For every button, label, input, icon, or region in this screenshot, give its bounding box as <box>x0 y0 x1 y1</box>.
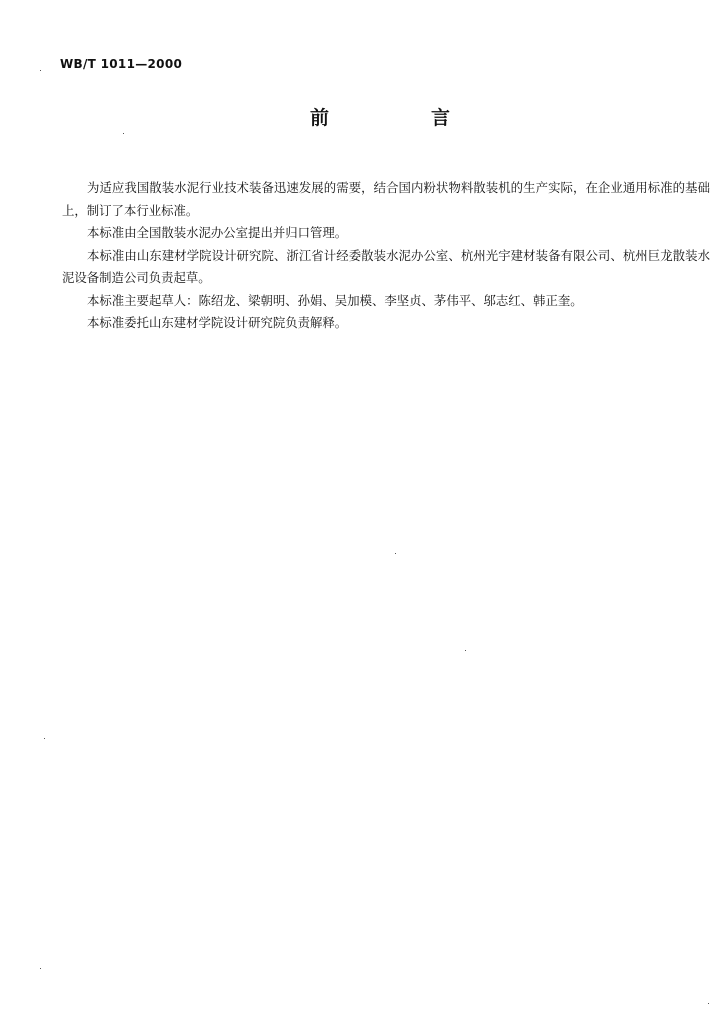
foreword-body <box>62 177 710 335</box>
page-title <box>310 103 450 130</box>
scan-speck <box>123 133 124 134</box>
page-title-char-1: 前 <box>310 107 330 129</box>
scan-speck <box>40 70 41 71</box>
paragraph: 为适应我国散装水泥行业技术装备迅速发展的需要，结合国内粉状物料散装机的生产实际，在企业通用标准的基础上，制订了本行业标准。 <box>62 180 710 218</box>
scan-speck <box>44 738 45 739</box>
scan-speck <box>465 650 466 651</box>
paragraph: 本标准主要起草人：陈绍龙、梁朝明、孙娟、吴加模、李坚贞、茅伟平、邬志红、韩正奎。 <box>87 292 583 308</box>
paragraph: 本标准由山东建材学院设计研究院、浙江省计经委散装水泥办公室、杭州光宇建材装备有限公司、杭州巨龙散装水泥设备制造公司负责起草。 <box>62 247 710 285</box>
scan-speck <box>395 553 396 554</box>
scan-speck <box>708 1003 709 1004</box>
page-title-char-2: 言 <box>430 107 450 129</box>
paragraph: 本标准由全国散装水泥办公室提出并归口管理。 <box>87 225 348 240</box>
standard-code: WB/T 1011—2000 <box>60 57 183 71</box>
scan-speck <box>40 968 41 969</box>
paragraph: 本标准委托山东建材学院设计研究院负责解释。 <box>87 315 348 330</box>
